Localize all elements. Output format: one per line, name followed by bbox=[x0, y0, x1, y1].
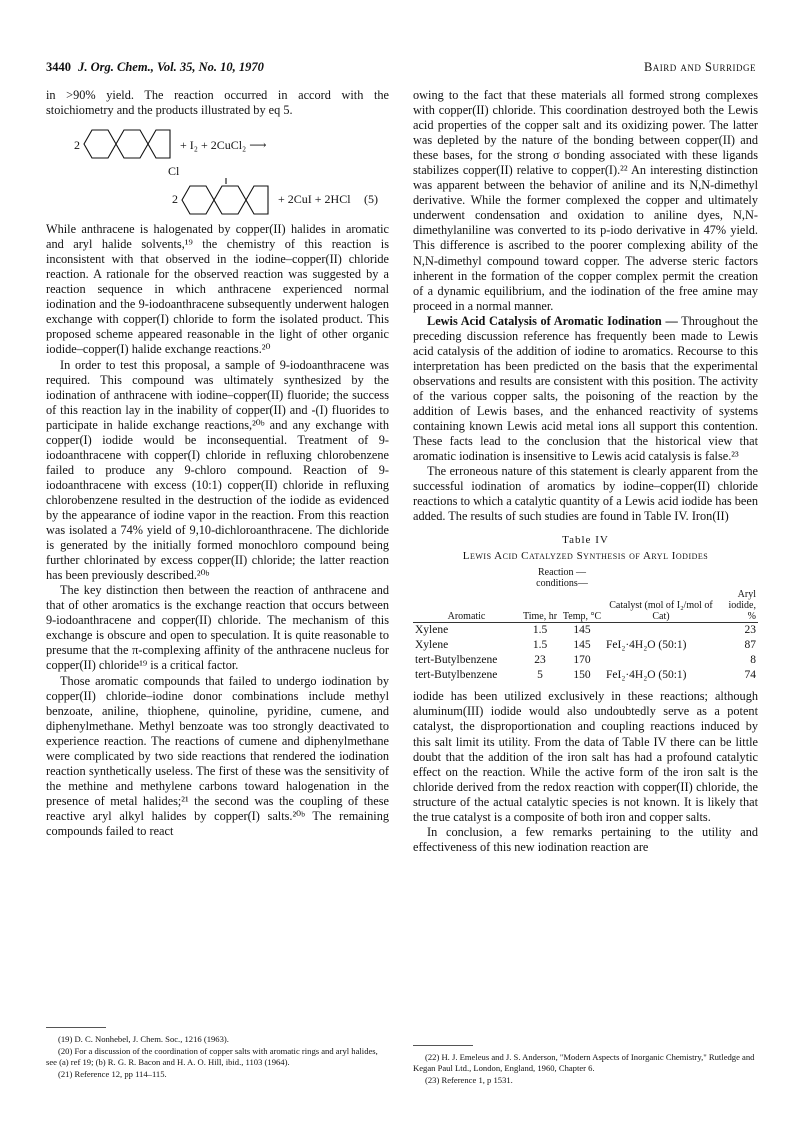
table-row bbox=[413, 668, 758, 683]
cell-temp: 150 bbox=[573, 669, 591, 682]
cell-time: 23 bbox=[534, 654, 546, 667]
footnote-22: (22) H. J. Emeleus and J. S. Anderson, "Modern Aspects of Inorganic Chemistry," Rutledge and Kegan Paul Ltd., London, England, 1960, Chapter 6. bbox=[413, 1052, 755, 1073]
cell-aromatic: tert-Butylbenzene bbox=[415, 669, 498, 682]
column-header-temp: Temp, °C bbox=[560, 589, 604, 623]
paragraph-text: Throughout the preceding discussion reference has frequently been made to Lewis acid catalysis of the addition of iodine to aromatics. Recourse to this interpretation has been predicted on the basis that the experimental observations and results are consistent with this position. The activity of the various copper salts, the poisoning of the reaction by the addition of Lewis bases, and the enhanced reactivity of systems containing known Lewis acid metal ions all support this contention. These facts lead to the conclusion that the historical view that aromatic iodination is insensitive to Lewis acid catalysis is false.²³ bbox=[413, 313, 758, 464]
section-heading: Lewis Acid Catalysis of Aromatic Iodination — bbox=[427, 313, 678, 328]
eq-coefficient: 2 bbox=[74, 138, 80, 153]
eq-products: + 2CuI + 2HCl bbox=[278, 192, 351, 207]
cell-time: 1.5 bbox=[532, 639, 548, 652]
chloro-substituent: Cl bbox=[168, 164, 180, 179]
cell-temp: 145 bbox=[573, 639, 591, 652]
paragraph: While anthracene is halogenated by copper(II) halides in aromatic and aryl halide solvents,¹⁹ the chemistry of this reaction is inconsistent with that observed in the iodine–copper(II) chloride reaction. A rationale for the observed reaction was suggested by a reaction sequence in which anthracene experienced normal iodination and the 9-iodoanthracene subsequently underwent halogen exchange with copper(I) chloride to form the isolated product. This proposed scheme appeared reasonable in the light of other organic iodide–copper(I) halide exchange reactions.²⁰ bbox=[46, 222, 389, 357]
eq-coefficient: 2 bbox=[172, 192, 178, 207]
footnote-23: (23) Reference 1, p 1531. bbox=[425, 1075, 513, 1085]
footnote-20: (20) For a discussion of the coordination of copper salts with aromatic rings and aryl halides, see (a) ref 19; (b) R. G. R. Bacon and H. A. O. Hill, ibid., 1103 (1964). bbox=[46, 1046, 378, 1067]
journal-citation: J. Org. Chem., Vol. 35, No. 10, 1970 bbox=[78, 60, 264, 74]
column-header-aromatic: Aromatic bbox=[413, 589, 520, 623]
left-column bbox=[46, 88, 389, 839]
cell-catalyst: FeI₂·4H₂O (50:1) bbox=[606, 669, 687, 682]
section-paragraph bbox=[413, 314, 758, 464]
table-row bbox=[413, 623, 758, 639]
cell-temp: 145 bbox=[573, 624, 591, 637]
conditions-group-header: Reaction —conditions— bbox=[536, 567, 588, 590]
footnote-divider bbox=[413, 1045, 473, 1046]
footnotes-left bbox=[46, 1034, 389, 1081]
page-number: 3440 bbox=[46, 60, 71, 74]
table-iv bbox=[413, 534, 758, 683]
right-column bbox=[413, 88, 758, 855]
cell-time: 1.5 bbox=[532, 624, 548, 637]
cell-temp: 170 bbox=[573, 654, 591, 667]
paragraph: Those aromatic compounds that failed to undergo iodination by copper(II) chloride–iodine donor combinations include methyl benzoate, aniline, thiophene, quinoline, pyridine, cumene, and diphenylmethane. Methyl benzoate was too strongly deactivated to experience reaction. The reactions of cumene and diphenylmethane were complicated by two side reactions that rendered the iodination reaction synthetically useless. The first of these was the sensitivity of the methine and methylene carbons toward halogenation in the presence of metal halides;²¹ the second was the coupling of these reactive aryl alkyl halides by copper(I) salts.²⁰ᵇ The remaining compounds failed to react bbox=[46, 673, 389, 838]
paragraph: The erroneous nature of this statement is clearly apparent from the successful iodination of aromatics by iodine–copper(II) chloride reactions to which a catalytic quantity of a Lewis acid iodide has been added. The results of such studies are found in Table IV. Iron(II) bbox=[413, 464, 758, 524]
cell-catalyst bbox=[604, 653, 718, 668]
cell-aromatic: Xylene bbox=[415, 639, 449, 652]
table-row bbox=[413, 638, 758, 653]
cell-yield: 8 bbox=[750, 654, 756, 667]
cell-time: 5 bbox=[537, 669, 543, 682]
cell-yield: 87 bbox=[744, 639, 756, 652]
equation-label: (5) bbox=[364, 192, 378, 207]
equation-5-row-2 bbox=[46, 164, 389, 222]
equation-5-row-1 bbox=[46, 124, 389, 164]
column-header-catalyst: Catalyst (mol of I₂/mol of Cat) bbox=[604, 589, 718, 623]
anthracene-structure bbox=[82, 126, 174, 162]
table-group-header-row bbox=[413, 567, 758, 589]
paragraph: iodide has been utilized exclusively in these reactions; although aluminum(III) iodide would also undoubtedly serve as a potent catalyst, the disproportionation and coupling reactions induced by this salt limit its utility. From the data of Table IV there can be little doubt that the addition of the iron salt has had a profound catalytic effect on the reaction. While the active form of the iron salt is the chloride derived from the redox reaction with copper(II) chloride, the structure of the actual catalytic species is not known. It is likely that the true catalyst is a composite of both iron and copper salts. bbox=[413, 689, 758, 824]
footnotes-right bbox=[413, 1052, 758, 1087]
paragraph: The key distinction then between the reaction of anthracene and that of other aromatics is the exchange reaction that occurs between 9-iodoanthracene and copper(II) chloride. The mechanism of this exchange is obscure and open to speculation. It is quite reasonable to presume that the π-complexing affinity of the anthracene nucleus for copper(II) chloride¹⁹ is a critical factor. bbox=[46, 583, 389, 673]
cell-catalyst bbox=[604, 623, 718, 639]
data-table bbox=[413, 567, 758, 683]
cell-yield: 74 bbox=[744, 669, 756, 682]
table-header-row bbox=[413, 589, 758, 623]
paragraph: in >90% yield. The reaction occurred in accord with the stoichiometry and the products illustrated by eq 5. bbox=[46, 88, 389, 118]
cell-aromatic: tert-Butylbenzene bbox=[415, 654, 498, 667]
cell-aromatic: Xylene bbox=[415, 624, 449, 637]
column-header-time: Time, hr bbox=[520, 589, 560, 623]
table-row bbox=[413, 653, 758, 668]
header-left bbox=[46, 60, 264, 75]
column-header-yield: Aryl iodide, % bbox=[718, 589, 758, 623]
footnote-19: (19) D. C. Nonhebel, J. Chem. Soc., 1216 (1963). bbox=[58, 1034, 229, 1044]
footnote-divider bbox=[46, 1027, 106, 1028]
footnote-21: (21) Reference 12, pp 114–115. bbox=[58, 1069, 167, 1079]
running-header bbox=[46, 60, 756, 80]
paragraph: In order to test this proposal, a sample of 9-iodoanthracene was required. This compound was ultimately synthesized by the iodination of anthracene with iodine–copper(II) fluoride; the success of this reaction lay in the inability of copper(II) and -(I) fluorides to participate in halide exchange reactions,²⁰ᵇ and any exchange with copper(I) iodide would be inconsequential. Treatment of 9-iodoanthracene with copper(I) chloride in refluxing chlorobenzene failed to produce any 9-chloro compound. Reaction of 9-iodoanthracene with excess (10:1) copper(II) chloride in refluxing chlorobenzene resulted in the destruction of the iodide as evidenced by the appearance of iodine vapor in the reaction. From this reaction was isolated a 74% yield of 9,10-dichloroanthracene. The dichloride is generated by the initially formed monochloro compound being further chlorinated by excess copper(II) chloride; the latter reaction has been previously described.²⁰ᵇ bbox=[46, 357, 389, 583]
table-title: Table IV bbox=[562, 534, 609, 547]
paragraph: In conclusion, a few remarks pertaining to the utility and effectiveness of this new iodination reaction are bbox=[413, 824, 758, 854]
authors-header: Baird and Surridge bbox=[643, 60, 756, 74]
paragraph: owing to the fact that these materials all formed strong complexes with copper(II) chloride. This coordination destroyed both the Lewis acid properties of the copper salt and its oxidizing power. The latter was depleted by the nature of the bonding between copper(II) and these bases, for the strong σ bonding associated with these ligands stabilizes copper(II) relative to copper(I).²² An interesting distinction was apparent between the behavior of aniline and its N,N-dimethyl derivative. While the former complexed the copper and ultimately underwent condensation and oxidation to aniline dyes, N,N-dimethylaniline was converted to its p-iodo derivative in 47% yield. This difference is ascribed to the poorer complexing ability of the N,N-dimethyl compound toward copper. The adverse steric factors inherent in the formation of the copper complex permit the creation of a dynamic equilibrium, and the iodination of the free amine may proceed in a normal manner. bbox=[413, 88, 758, 313]
cell-yield: 23 bbox=[744, 624, 756, 637]
cell-catalyst: FeI₂·4H₂O (50:1) bbox=[606, 639, 687, 652]
chloroanthracene-structure bbox=[180, 178, 272, 218]
eq-reagents: + I₂ + 2CuCl₂ ⟶ bbox=[180, 138, 267, 153]
table-caption: Lewis Acid Catalyzed Synthesis of Aryl Iodides bbox=[462, 550, 709, 563]
